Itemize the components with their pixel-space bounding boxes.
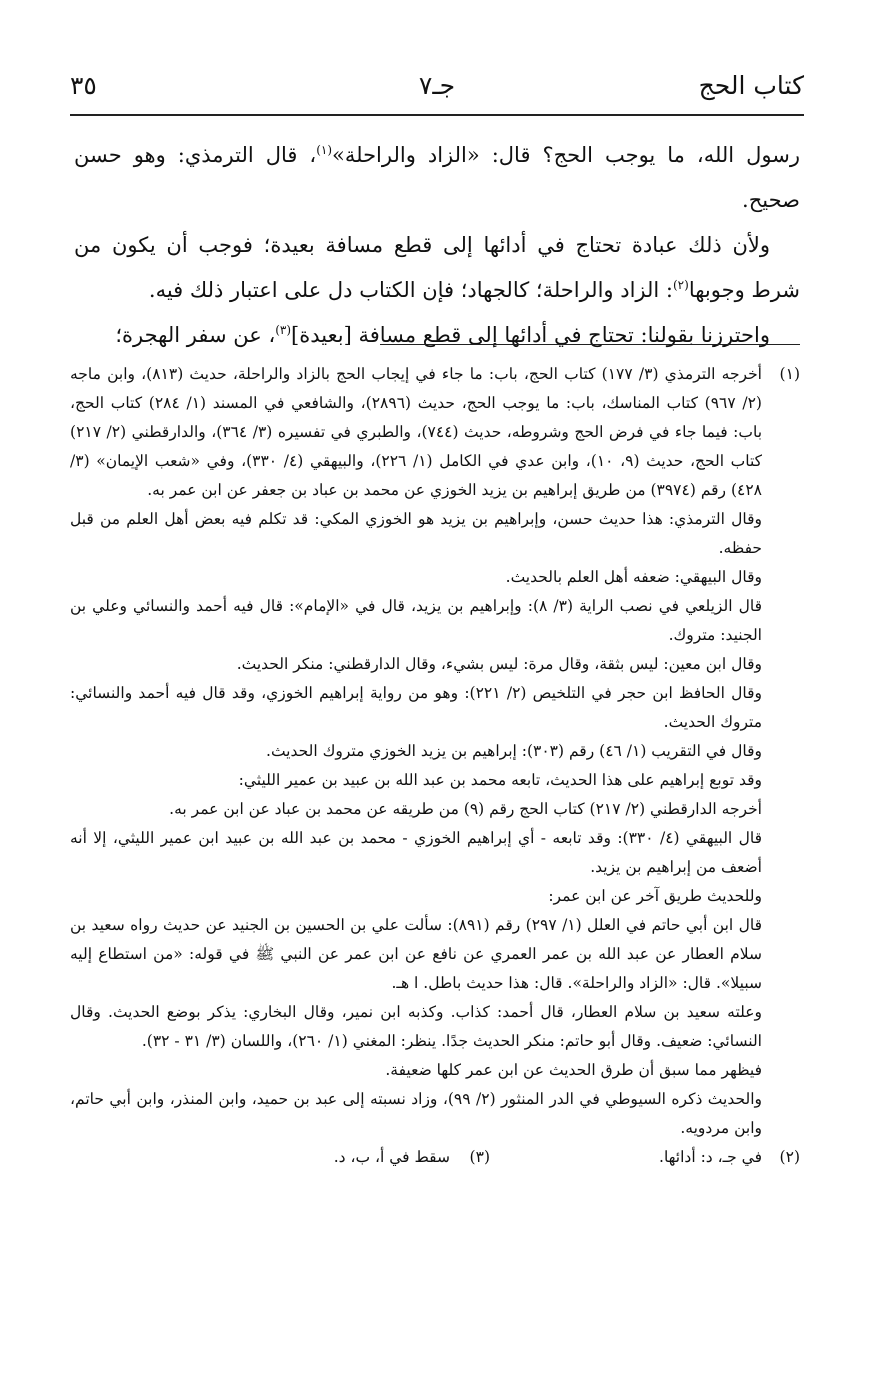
footnote-2-3 xyxy=(70,1143,800,1172)
footnote-paragraph: أخرجه الدارقطني (٢/ ٢١٧) كتاب الحج رقم (٩) من طريقه عن محمد بن عباد عن ابن عمر به. xyxy=(169,800,762,818)
footnote-paragraph: وقد توبع إبراهيم على هذا الحديث، تابعه محمد بن عبد الله بن عبيد بن عمير الليثي: xyxy=(238,771,762,789)
paragraph-text: رسول الله، ما يوجب الحج؟ قال: «الزاد والراحلة» xyxy=(332,143,800,167)
paragraph-text: واحترزنا بقولنا: تحتاج في أدائها إلى قطع مسافة [بعيدة] xyxy=(291,323,770,347)
main-paragraph xyxy=(74,133,800,223)
footnote-paragraph: قال ابن أبي حاتم في العلل (١/ ٢٩٧) رقم (٨٩١): سألت علي بن الحسين بن الجنيد عن حديث رواه سعيد بن سلام العطار عن عبد الله بن عمر العمري عن نافع عن ابن عمر عن النبي ﷺ في قوله: «من استطاع إليه سبيلا». قال: «الزاد والراحلة». قال: هذا حديث باطل. ا هـ. xyxy=(70,916,762,992)
footnote-paragraph: وقال في التقريب (١/ ٤٦) رقم (٣٠٣): إبراهيم بن يزيد الخوزي متروك الحديث. xyxy=(266,742,762,760)
footnote-text: في جـ، د: أدائها. xyxy=(659,1148,762,1166)
book-title: كتاب الحج xyxy=(698,71,804,100)
footnote-paragraph: وقال الترمذي: هذا حديث حسن، وإبراهيم بن يزيد هو الخوزي المكي: قد تكلم فيه بعض أهل العلم من قبل حفظه. xyxy=(70,510,762,557)
main-paragraph xyxy=(74,223,800,313)
footnote-number: (١) xyxy=(779,365,800,383)
main-text xyxy=(74,133,800,358)
page-number: ٣٥ xyxy=(70,71,97,100)
footnote-paragraph: أخرجه الترمذي (٣/ ١٧٧) كتاب الحج، باب: ما جاء في إيجاب الحج بالزاد والراحلة، حديث (٨١٣)، وابن ماجه (٢/ ٩٦٧) كتاب المناسك، باب: ما يوجب الحج، حديث (٢٨٩٦)، والشافعي في المسند (١/ ٢٨٤) كتاب الحج، باب: فيما جاء في فرض الحج وشروطه، حديث (٧٤٤)، والطبري في تفسيره (٣/ ٣٦٤)، والدارقطني (٢/ ٢١٧) كتاب الحج، حديث (٩، ١٠)، وابن عدي في الكامل (١/ ٢٢٦)، والبيهقي (٤/ ٣٣٠)، وفي «شعب الإيمان» (٣/ ٤٢٨) رقم (٣٩٧٤) من طريق إبراهيم بن يزيد الخوزي عن محمد بن عباد بن جعفر عن ابن عمر به. xyxy=(70,365,763,499)
footnote-paragraph: قال البيهقي (٤/ ٣٣٠): وقد تابعه - أي إبراهيم الخوزي - محمد بن عبد الله بن عبيد ابن عمير الليثي، إلا أنه أضعف من إبراهيم بن يزيد. xyxy=(70,829,762,876)
footnote-1 xyxy=(70,360,800,1143)
main-paragraph xyxy=(74,313,800,358)
running-header xyxy=(70,66,804,106)
footnote-paragraph: فيظهر مما سبق أن طرق الحديث عن ابن عمر كلها ضعيفة. xyxy=(385,1061,762,1079)
footnote-number: (٢) xyxy=(779,1148,800,1166)
header-divider xyxy=(70,114,804,116)
paragraph-text: : الزاد والراحلة؛ كالجهاد؛ فإن الكتاب دل على اعتبار ذلك فيه. xyxy=(148,278,673,302)
footnote-ref: (١) xyxy=(316,143,333,157)
footnotes xyxy=(70,360,800,1172)
footnote-paragraph: قال الزيلعي في نصب الراية (٣/ ٨): وإبراهيم بن يزيد، قال في «الإمام»: قال فيه أحمد والنسائي وعلي بن الجنيد: متروك. xyxy=(70,597,762,644)
footnote-ref: (٢) xyxy=(672,278,689,292)
footnote-paragraph: والحديث ذكره السيوطي في الدر المنثور (٢/ ٩٩)، وزاد نسبته إلى عبد بن حميد، وابن المنذر، وابن أبي حاتم، وابن مردويه. xyxy=(70,1090,762,1137)
footnote-paragraph: وعلته سعيد بن سلام العطار، قال أحمد: كذاب. وكذبه ابن نمير، وقال البخاري: يذكر بوضع الحديث. وقال النسائي: ضعيف. وقال أبو حاتم: منكر الحديث جدًا. ينظر: المغني (١/ ٢٦٠)، واللسان (٣/ ٣١ - ٣٢). xyxy=(70,1003,762,1050)
footnote-body xyxy=(70,360,762,1143)
footnote-paragraph: وقال الحافظ ابن حجر في التلخيص (٢/ ٢٢١): وهو من رواية إبراهيم الخوزي، وقد قال فيه أحمد والنسائي: متروك الحديث. xyxy=(70,684,763,731)
footnote-paragraph: وقال البيهقي: ضعفه أهل العلم بالحديث. xyxy=(505,568,762,586)
footnote-paragraph: وللحديث طريق آخر عن ابن عمر: xyxy=(548,887,762,905)
paragraph-text: ، عن سفر الهجرة؛ xyxy=(115,323,276,347)
paragraph-text: ، قال الترمذي: وهو حسن صحيح. xyxy=(74,143,800,212)
volume-label: جـ٧ xyxy=(418,71,456,100)
footnote-number: (٣) xyxy=(469,1148,490,1166)
footnote-ref: (٣) xyxy=(275,323,292,337)
paragraph-text: ولأن ذلك عبادة تحتاج في أدائها إلى قطع مسافة بعيدة؛ فوجب أن يكون من شرط وجوبها xyxy=(74,233,800,302)
footnote-divider xyxy=(380,344,800,345)
footnote-text: سقط في أ، ب، د. xyxy=(333,1148,450,1166)
footnote-paragraph: وقال ابن معين: ليس بثقة، وقال مرة: ليس بشيء، وقال الدارقطني: منكر الحديث. xyxy=(236,655,762,673)
